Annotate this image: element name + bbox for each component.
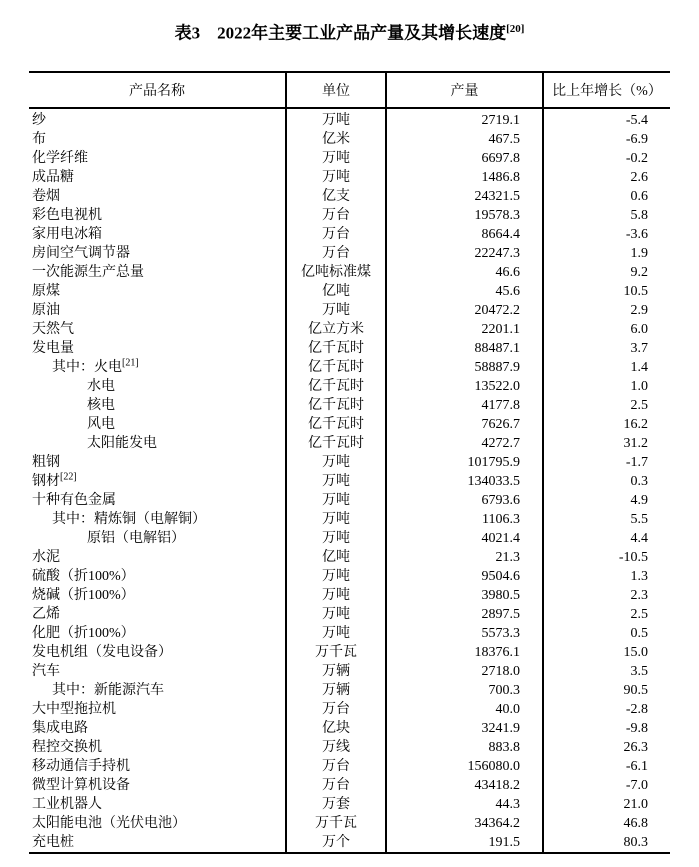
document-page [0,16,699,867]
table-row [29,187,670,206]
table-row [29,168,670,187]
product-name-cell [29,719,286,738]
output-cell: 8664.4 [386,225,543,244]
table-row [29,681,670,700]
product-name-text: 太阳能电池（光伏电池） [32,815,186,831]
output-cell: 101795.9 [386,453,543,472]
table-row [29,738,670,757]
output-cell: 3241.9 [386,719,543,738]
growth-cell: 0.6 [543,187,670,206]
product-name-cell [29,567,286,586]
table-row [29,149,670,168]
growth-cell: 26.3 [543,738,670,757]
product-name-cell [29,662,286,681]
product-name-text: 发电量 [32,340,74,356]
output-cell: 1106.3 [386,510,543,529]
product-name-cell [29,244,286,263]
product-name-text: 纱 [32,112,46,128]
table-header-row [29,72,670,108]
table-row [29,548,670,567]
growth-cell: 46.8 [543,814,670,833]
product-name-text: 化肥（折100%） [32,625,135,641]
unit-cell: 万台 [286,244,386,263]
table-row [29,814,670,833]
product-name-text: 乙烯 [32,606,60,622]
table-title [0,16,699,47]
growth-cell: -10.5 [543,548,670,567]
growth-cell: 0.5 [543,624,670,643]
table-row [29,282,670,301]
output-cell: 20472.2 [386,301,543,320]
product-name-text: 工业机器人 [32,796,102,812]
product-name-text: 一次能源生产总量 [32,264,144,280]
product-name-text: 其中：新能源汽车 [52,682,164,698]
growth-cell: 6.0 [543,320,670,339]
table-row [29,795,670,814]
unit-cell: 万台 [286,225,386,244]
growth-cell: 5.5 [543,510,670,529]
table-row [29,700,670,719]
unit-cell: 万吨 [286,605,386,624]
output-cell: 18376.1 [386,643,543,662]
table-row [29,586,670,605]
output-cell: 1486.8 [386,168,543,187]
header-growth: 比上年增长（%） [543,72,670,108]
output-cell: 156080.0 [386,757,543,776]
unit-cell: 万千瓦 [286,814,386,833]
unit-cell: 万台 [286,206,386,225]
product-name-cell [29,415,286,434]
table-row [29,434,670,453]
product-name-text: 原油 [32,302,60,318]
unit-cell: 万吨 [286,108,386,130]
product-name-cell [29,206,286,225]
growth-cell: -6.1 [543,757,670,776]
product-name-cell [29,339,286,358]
unit-cell: 万吨 [286,567,386,586]
product-name-cell [29,738,286,757]
growth-cell: 5.8 [543,206,670,225]
unit-cell: 亿千瓦时 [286,377,386,396]
product-name-cell [29,795,286,814]
growth-cell: -9.8 [543,719,670,738]
product-name-cell [29,833,286,853]
product-name-cell [29,282,286,301]
output-cell: 191.5 [386,833,543,853]
product-name-text: 微型计算机设备 [32,777,130,793]
unit-cell: 万吨 [286,510,386,529]
unit-cell: 亿吨 [286,548,386,567]
product-name-cell [29,681,286,700]
growth-cell: 1.9 [543,244,670,263]
product-name-cell [29,472,286,491]
unit-cell: 万台 [286,757,386,776]
product-name-cell [29,510,286,529]
output-cell: 4021.4 [386,529,543,548]
product-name-cell [29,700,286,719]
product-name-text: 烧碱（折100%） [32,587,135,603]
table-row [29,529,670,548]
growth-cell: 9.2 [543,263,670,282]
product-name-text: 大中型拖拉机 [32,701,116,717]
unit-cell: 万吨 [286,491,386,510]
table-row [29,396,670,415]
product-name-text: 天然气 [32,321,74,337]
table-title-footnote-ref: [20] [506,23,525,35]
output-cell: 6793.6 [386,491,543,510]
table-row [29,339,670,358]
footnote-ref: [21] [122,357,139,368]
table-row [29,757,670,776]
table-row [29,833,670,853]
product-name-text: 卷烟 [32,188,60,204]
footnote-ref: [22] [60,471,77,482]
growth-cell: 0.3 [543,472,670,491]
unit-cell: 万辆 [286,662,386,681]
unit-cell: 万吨 [286,624,386,643]
growth-cell: -6.9 [543,130,670,149]
growth-cell: 2.9 [543,301,670,320]
product-name-text: 家用电冰箱 [32,226,102,242]
product-name-cell [29,434,286,453]
product-name-text: 程控交换机 [32,739,102,755]
table-row [29,491,670,510]
product-name-cell [29,491,286,510]
table-row [29,605,670,624]
output-cell: 7626.7 [386,415,543,434]
product-name-cell [29,168,286,187]
product-name-cell [29,130,286,149]
product-name-cell [29,149,286,168]
table-body [29,108,670,853]
product-name-text: 移动通信手持机 [32,758,130,774]
unit-cell: 万台 [286,776,386,795]
product-name-text: 充电桩 [32,834,74,850]
table-row [29,415,670,434]
product-name-cell [29,643,286,662]
unit-cell: 万吨 [286,301,386,320]
product-name-text: 发电机组（发电设备） [32,644,172,660]
table-row [29,624,670,643]
unit-cell: 亿支 [286,187,386,206]
product-name-text: 水泥 [32,549,60,565]
unit-cell: 万吨 [286,586,386,605]
output-cell: 19578.3 [386,206,543,225]
industrial-output-table [29,71,670,854]
growth-cell: 2.5 [543,605,670,624]
unit-cell: 万辆 [286,681,386,700]
unit-cell: 万千瓦 [286,643,386,662]
unit-cell: 亿千瓦时 [286,339,386,358]
output-cell: 9504.6 [386,567,543,586]
product-name-cell [29,453,286,472]
product-name-text: 太阳能发电 [87,435,157,451]
table-row [29,225,670,244]
product-name-cell [29,377,286,396]
growth-cell: -5.4 [543,108,670,130]
output-cell: 22247.3 [386,244,543,263]
unit-cell: 万套 [286,795,386,814]
product-name-text: 彩色电视机 [32,207,102,223]
output-cell: 883.8 [386,738,543,757]
product-name-text: 布 [32,131,46,147]
unit-cell: 万吨 [286,453,386,472]
growth-cell: 4.9 [543,491,670,510]
product-name-text: 集成电路 [32,720,88,736]
output-cell: 43418.2 [386,776,543,795]
table-row [29,472,670,491]
output-cell: 21.3 [386,548,543,567]
product-name-cell [29,263,286,282]
unit-cell: 亿千瓦时 [286,434,386,453]
product-name-cell [29,605,286,624]
unit-cell: 万吨 [286,168,386,187]
table-row [29,301,670,320]
product-name-cell [29,757,286,776]
product-name-text: 硫酸（折100%） [32,568,135,584]
growth-cell: 1.4 [543,358,670,377]
output-cell: 44.3 [386,795,543,814]
product-name-text: 成品糖 [32,169,74,185]
product-name-text: 原煤 [32,283,60,299]
table-row [29,130,670,149]
unit-cell: 亿块 [286,719,386,738]
output-cell: 46.6 [386,263,543,282]
product-name-text: 汽车 [32,663,60,679]
output-cell: 34364.2 [386,814,543,833]
product-name-cell [29,814,286,833]
growth-cell: 15.0 [543,643,670,662]
product-name-cell [29,301,286,320]
product-name-cell [29,225,286,244]
product-name-text: 核电 [87,397,115,413]
growth-cell: -2.8 [543,700,670,719]
table-row [29,206,670,225]
table-row [29,719,670,738]
output-cell: 467.5 [386,130,543,149]
growth-cell: 10.5 [543,282,670,301]
table-row [29,643,670,662]
table-row [29,320,670,339]
product-name-cell [29,776,286,795]
product-name-text: 十种有色金属 [32,492,116,508]
growth-cell: -3.6 [543,225,670,244]
product-name-text: 粗钢 [32,454,60,470]
table-row [29,453,670,472]
product-name-cell [29,187,286,206]
header-unit: 单位 [286,72,386,108]
product-name-text: 原铝（电解铝） [87,530,185,546]
product-name-text: 房间空气调节器 [32,245,130,261]
growth-cell: 2.3 [543,586,670,605]
table-row [29,108,670,130]
unit-cell: 亿吨 [286,282,386,301]
output-cell: 3980.5 [386,586,543,605]
table-title-text: 表3 2022年主要工业产品产量及其增长速度 [174,23,507,43]
product-name-cell [29,586,286,605]
product-name-text: 风电 [87,416,115,432]
table-row [29,244,670,263]
table-row [29,662,670,681]
table-row [29,377,670,396]
unit-cell: 万个 [286,833,386,853]
header-product-name: 产品名称 [29,72,286,108]
unit-cell: 亿吨标准煤 [286,263,386,282]
product-name-cell [29,108,286,130]
product-name-cell [29,396,286,415]
growth-cell: -7.0 [543,776,670,795]
unit-cell: 万台 [286,700,386,719]
output-cell: 13522.0 [386,377,543,396]
growth-cell: 31.2 [543,434,670,453]
output-cell: 4177.8 [386,396,543,415]
table-row [29,263,670,282]
growth-cell: 90.5 [543,681,670,700]
product-name-cell [29,529,286,548]
growth-cell: 4.4 [543,529,670,548]
unit-cell: 亿千瓦时 [286,358,386,377]
table-row [29,567,670,586]
growth-cell: 1.3 [543,567,670,586]
output-cell: 2719.1 [386,108,543,130]
growth-cell: 3.7 [543,339,670,358]
output-cell: 88487.1 [386,339,543,358]
product-name-cell [29,548,286,567]
output-cell: 134033.5 [386,472,543,491]
unit-cell: 亿千瓦时 [286,396,386,415]
product-name-cell [29,320,286,339]
unit-cell: 万吨 [286,149,386,168]
growth-cell: 3.5 [543,662,670,681]
table-row [29,358,670,377]
product-name-text: 水电 [87,378,115,394]
output-cell: 6697.8 [386,149,543,168]
header-output: 产量 [386,72,543,108]
growth-cell: 16.2 [543,415,670,434]
output-cell: 45.6 [386,282,543,301]
output-cell: 2201.1 [386,320,543,339]
growth-cell: -1.7 [543,453,670,472]
product-name-cell [29,358,286,377]
table-row [29,776,670,795]
output-cell: 40.0 [386,700,543,719]
growth-cell: 21.0 [543,795,670,814]
output-cell: 24321.5 [386,187,543,206]
growth-cell: 2.5 [543,396,670,415]
product-name-text: 其中：火电 [52,359,122,375]
product-name-text: 钢材 [32,473,60,489]
growth-cell: 1.0 [543,377,670,396]
output-cell: 2718.0 [386,662,543,681]
growth-cell: 80.3 [543,833,670,853]
output-cell: 700.3 [386,681,543,700]
product-name-text: 化学纤维 [32,150,88,166]
output-cell: 2897.5 [386,605,543,624]
unit-cell: 万吨 [286,529,386,548]
output-cell: 5573.3 [386,624,543,643]
table-row [29,510,670,529]
unit-cell: 亿米 [286,130,386,149]
unit-cell: 亿千瓦时 [286,415,386,434]
output-cell: 4272.7 [386,434,543,453]
output-cell: 58887.9 [386,358,543,377]
growth-cell: 2.6 [543,168,670,187]
product-name-cell [29,624,286,643]
product-name-text: 其中：精炼铜（电解铜） [52,511,206,527]
unit-cell: 万线 [286,738,386,757]
unit-cell: 万吨 [286,472,386,491]
growth-cell: -0.2 [543,149,670,168]
unit-cell: 亿立方米 [286,320,386,339]
